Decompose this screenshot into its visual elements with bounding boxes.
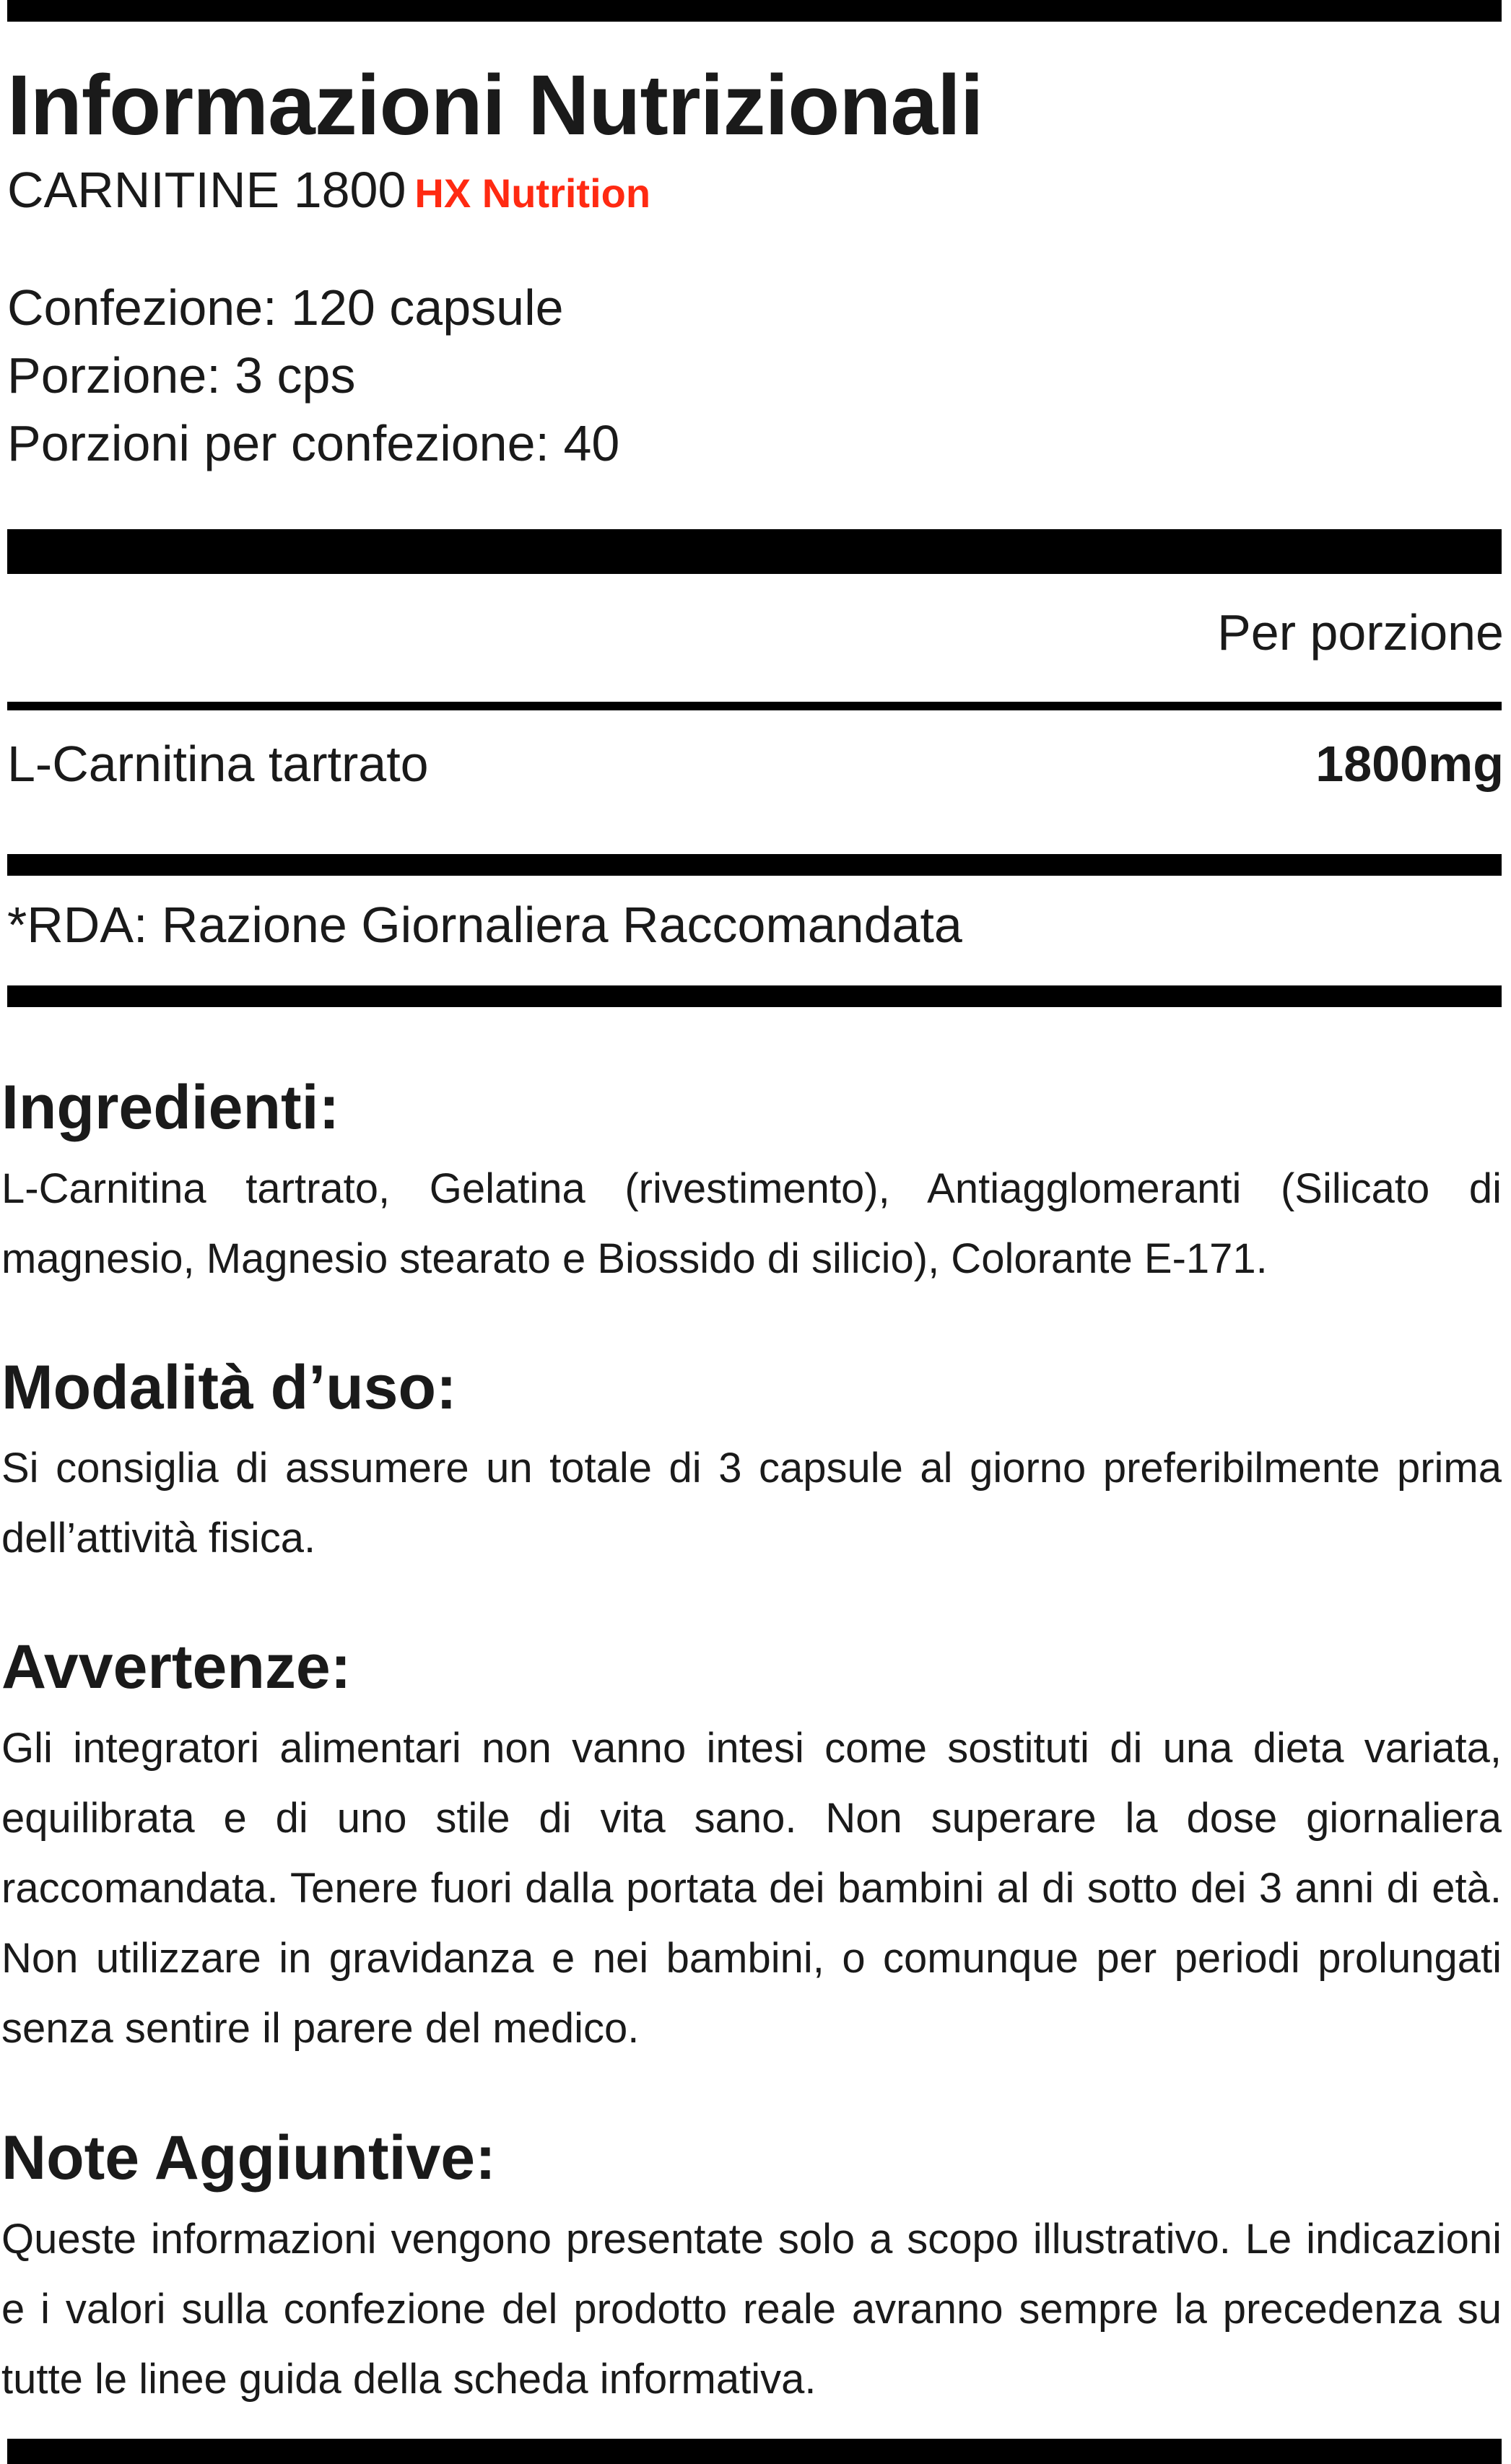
brand-name: HX Nutrition xyxy=(414,170,651,216)
rda-footnote: *RDA: Razione Giornaliera Raccomandata xyxy=(7,897,962,953)
product-name: CARNITINE 1800 xyxy=(7,162,406,218)
per-serving-header: Per porzione xyxy=(1217,604,1504,661)
notes-heading: Note Aggiuntive: xyxy=(1,2123,496,2193)
serving-size: Porzione: 3 cps xyxy=(7,347,356,404)
notes-text: Queste informazioni vengono presentate solo a scopo illustrativo. Le indicazioni e i valori sulla confezione del prodotto reale avranno sempre la precedenza su tutte le linee guida della scheda informativa. xyxy=(1,2216,1502,2403)
package-size: Confezione: 120 capsule xyxy=(7,279,564,336)
table-header-divider xyxy=(7,702,1502,710)
product-line xyxy=(7,162,650,218)
bottom-divider xyxy=(7,2439,1502,2464)
page-title: Informazioni Nutrizionali xyxy=(7,58,983,153)
table-bottom-divider xyxy=(7,985,1502,1007)
nutrient-value: 1800mg xyxy=(1315,736,1504,792)
usage-heading: Modalità d’uso: xyxy=(1,1353,457,1422)
warnings-heading: Avvertenze: xyxy=(1,1632,352,1702)
servings-per-package: Porzioni per confezione: 40 xyxy=(7,415,620,471)
ingredients-heading: Ingredienti: xyxy=(1,1073,340,1142)
table-top-divider xyxy=(7,529,1502,574)
ingredients-text: L-Carnitina tartrato, Gelatina (rivestimento), Antiagglomeranti (Silicato di magnesio, Magnesio stearato e Biossido di silicio), Colorante E-171. xyxy=(1,1165,1502,1282)
table-row-divider xyxy=(7,854,1502,876)
nutrient-name: L-Carnitina tartrato xyxy=(7,736,429,792)
usage-text: Si consiglia di assumere un totale di 3 capsule al giorno preferibilmente prima dell’attività fisica. xyxy=(1,1445,1502,1562)
warnings-text: Gli integratori alimentari non vanno intesi come sostituti di una dieta variata, equilibrata e di uno stile di vita sano. Non superare la dose giornaliera raccomandata. Tenere fuori dalla portata dei bambini al di sotto dei 3 anni di età. Non utilizzare in gravidanza e nei bambini, o comunque per periodi prolungati senza sentire il parere del medico. xyxy=(1,1725,1502,2052)
top-divider xyxy=(7,0,1502,22)
